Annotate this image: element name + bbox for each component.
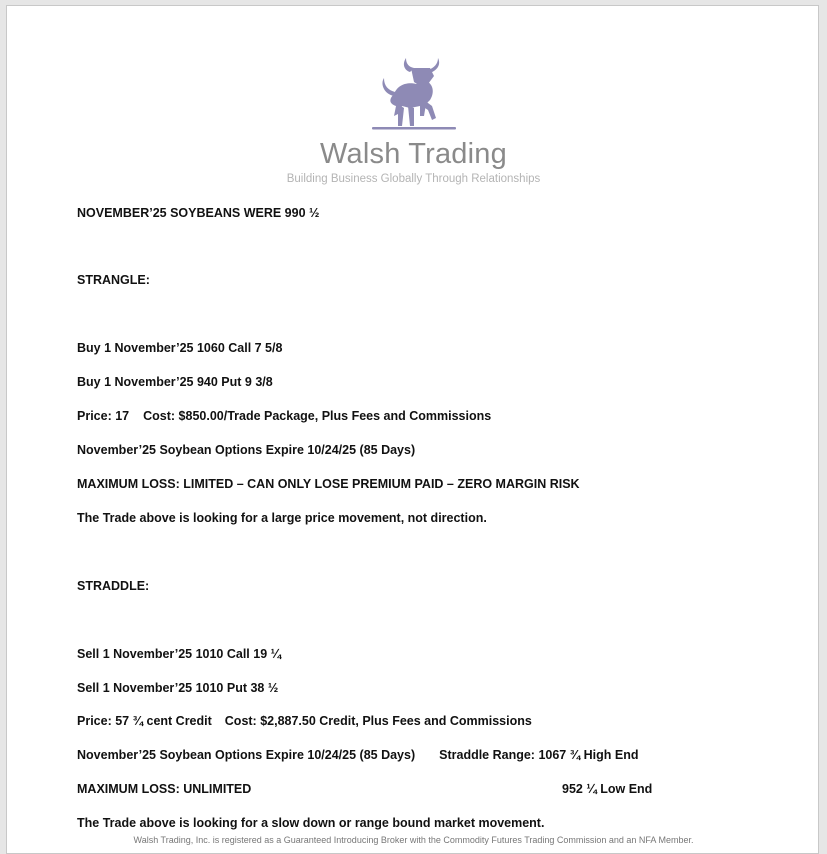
straddle-range-high: Straddle Range: 1067 ¾ High End xyxy=(439,748,639,762)
strangle-price-row xyxy=(77,408,491,424)
strangle-expiration: November’25 Soybean Options Expire 10/24/25 (85 Days) xyxy=(77,443,416,457)
straddle-expiration-row xyxy=(77,747,638,763)
strangle-leg-call: Buy 1 November’25 1060 Call 7 5/8 xyxy=(77,341,283,355)
brand-tagline: Building Business Globally Through Relationships xyxy=(286,173,541,185)
straddle-leg-put: Sell 1 November’25 1010 Put 38 ½ xyxy=(77,681,279,695)
straddle-note: The Trade above is looking for a slow down or range bound market movement. xyxy=(77,816,545,830)
document-page xyxy=(6,5,819,854)
bull-icon xyxy=(364,54,464,134)
strangle-leg-put: Buy 1 November’25 940 Put 9 3/8 xyxy=(77,375,273,389)
market-header: NOVEMBER’25 SOYBEANS WERE 990 ½ xyxy=(77,206,320,220)
straddle-leg-call: Sell 1 November’25 1010 Call 19 ¼ xyxy=(77,647,282,661)
strangle-title: STRANGLE: xyxy=(77,273,150,287)
strangle-note: The Trade above is looking for a large price movement, not direction. xyxy=(77,511,487,525)
straddle-range-low: 952 ¼ Low End xyxy=(562,782,653,796)
straddle-expiration: November’25 Soybean Options Expire 10/24/25 (85 Days) xyxy=(77,748,416,762)
straddle-price-row xyxy=(77,713,532,729)
straddle-max-loss: MAXIMUM LOSS: UNLIMITED xyxy=(77,782,252,796)
strangle-price: Price: 17 xyxy=(77,409,130,423)
regulatory-footer: Walsh Trading, Inc. is registered as a Guaranteed Introducing Broker with the Commodity Futures Trading Commission and an NFA Member. xyxy=(133,835,694,845)
company-logo xyxy=(7,54,820,186)
straddle-cost: Cost: $2,887.50 Credit, Plus Fees and Commissions xyxy=(224,714,532,728)
strangle-max-loss: MAXIMUM LOSS: LIMITED – CAN ONLY LOSE PREMIUM PAID – ZERO MARGIN RISK xyxy=(77,477,580,491)
brand-name: Walsh Trading xyxy=(320,138,507,170)
straddle-title: STRADDLE: xyxy=(77,579,150,593)
straddle-price: Price: 57 ¾ cent Credit xyxy=(77,714,212,728)
strangle-cost: Cost: $850.00/Trade Package, Plus Fees and Commissions xyxy=(143,409,492,423)
